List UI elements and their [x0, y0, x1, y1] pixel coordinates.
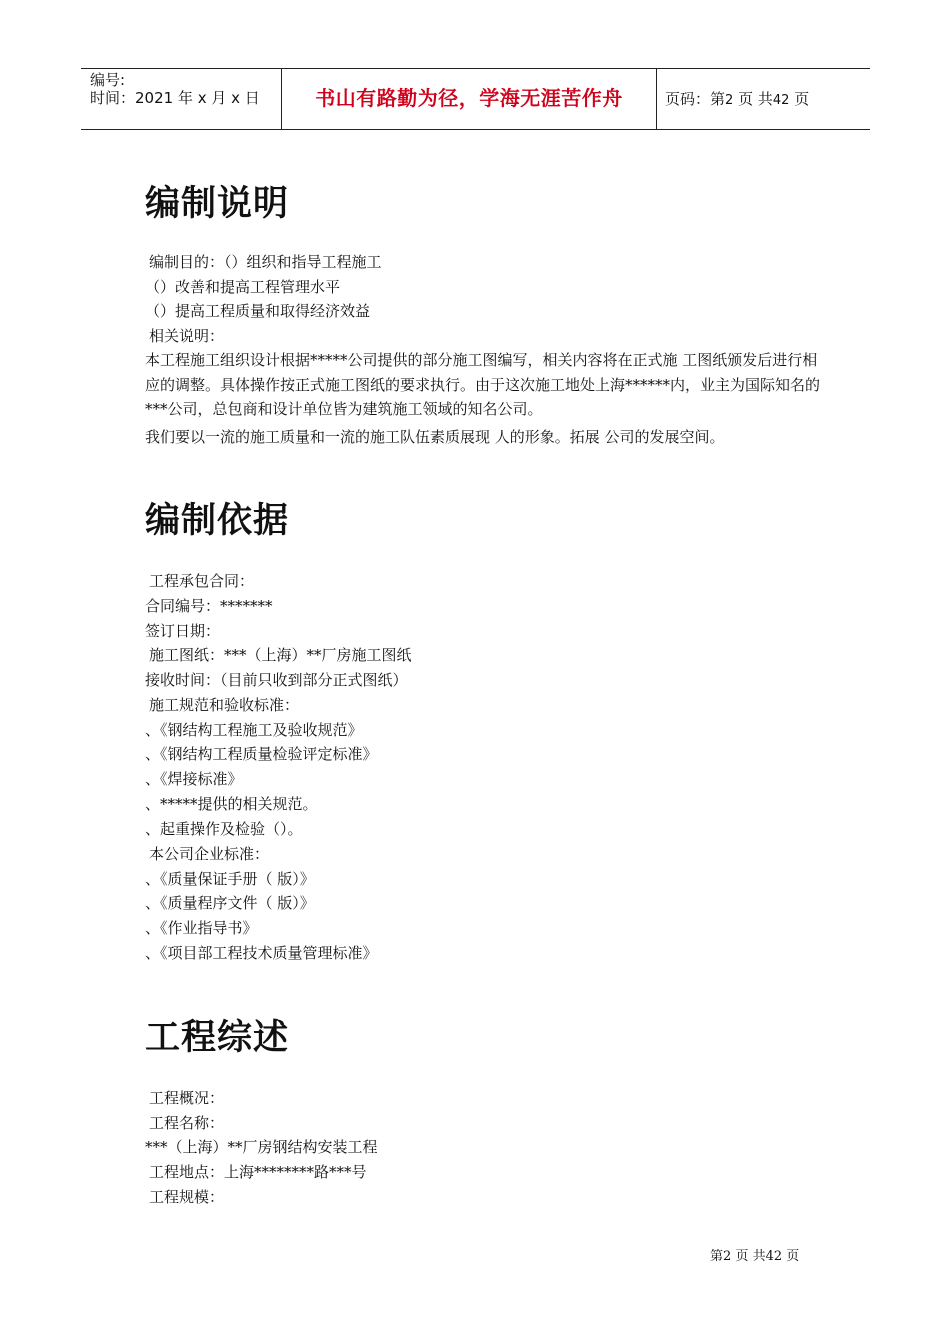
- header-page-number: 页码：第2 页 共42 页: [665, 90, 810, 108]
- text-line: 相关说明：: [149, 327, 225, 345]
- text-line: 施工规范和验收标准：: [149, 696, 300, 714]
- list-item: 、《质量保证手册（ 版）》: [145, 870, 315, 888]
- header-meta-cell: [81, 69, 281, 129]
- list-item: 、《钢结构工程施工及验收规范》: [145, 721, 363, 739]
- text-line: 接收时间：（目前只收到部分正式图纸）: [145, 671, 408, 689]
- list-item: 、起重操作及检验（）。: [145, 820, 303, 838]
- text-line: 工程名称：: [149, 1114, 225, 1132]
- paragraph-goal: 我们要以一流的施工质量和一流的施工队伍素质展现 人的形象。拓展 公司的发展空间。: [145, 428, 725, 446]
- text-line: 合同编号：*******: [145, 597, 273, 615]
- text-line: 工程概况：: [149, 1089, 225, 1107]
- header-motto: 书山有路勤为径，学海无涯苦作舟: [315, 86, 623, 110]
- header-page-cell: [656, 69, 870, 129]
- text-line: （）改善和提高工程管理水平: [145, 278, 341, 296]
- document-number-label: 编号:: [90, 71, 126, 89]
- page-footer-number: 第2 页 共42 页: [710, 1249, 800, 1264]
- text-line: 工程规模：: [149, 1188, 225, 1206]
- text-line: 工程承包合同：: [149, 572, 255, 590]
- section-title-project-overview: 工程综述: [145, 1018, 290, 1058]
- text-line: 编制目的：（）组织和指导工程施工: [149, 253, 382, 271]
- text-line: ***（上海）**厂房钢结构安装工程: [145, 1138, 378, 1156]
- text-line: 签订日期：: [145, 622, 221, 640]
- page-header: [81, 68, 870, 130]
- section-title-compilation-notes: 编制说明: [145, 184, 290, 224]
- list-item: 、《质量程序文件（ 版）》: [145, 894, 315, 912]
- list-item: 、《作业指导书》: [145, 919, 258, 937]
- text-line: 本公司企业标准：: [149, 845, 270, 863]
- document-date: 时间：2021 年 x 月 x 日: [90, 89, 260, 107]
- text-line: 工程地点：上海********路***号: [149, 1163, 367, 1181]
- section-title-compilation-basis: 编制依据: [145, 501, 290, 541]
- list-item: 、《钢结构工程质量检验评定标准》: [145, 745, 378, 763]
- list-item: 、《焊接标准》: [145, 770, 243, 788]
- list-item: 、*****提供的相关规范。: [145, 795, 318, 813]
- header-motto-cell: [281, 69, 657, 129]
- text-line: 施工图纸：***（上海）**厂房施工图纸: [149, 646, 412, 664]
- list-item: 、《项目部工程技术质量管理标准》: [145, 944, 378, 962]
- paragraph-description: 本工程施工组织设计根据*****公司提供的部分施工图编写，相关内容将在正式施 工图纸颁发后进行相应的调整。具体操作按正式施工图纸的要求执行。由于这次施工地处上海******内，业主为国际知名的***公司，总包商和设计单位皆为建筑施工领域的知名公司。: [145, 351, 821, 418]
- text-line: （）提高工程质量和取得经济效益: [145, 302, 371, 320]
